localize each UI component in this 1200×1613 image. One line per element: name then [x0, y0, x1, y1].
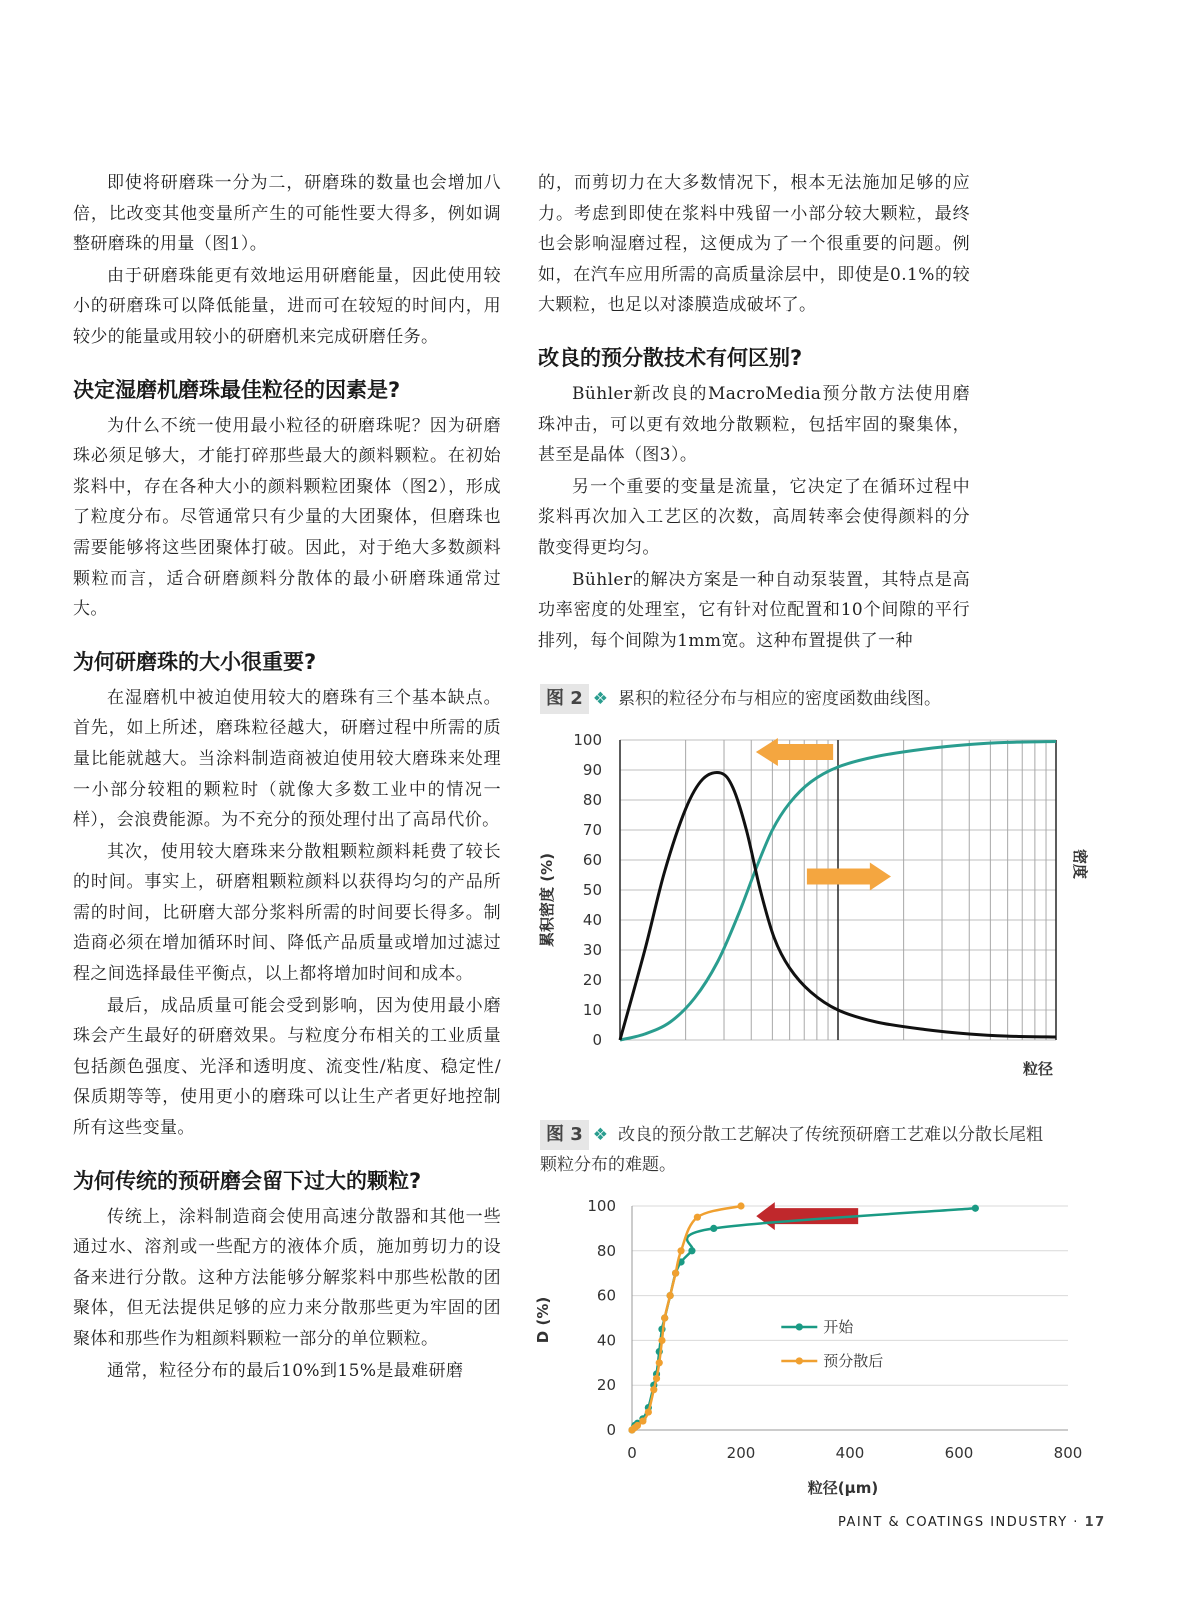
section-heading: 为何传统的预研磨会留下过大的颗粒?: [73, 1168, 422, 1193]
y-axis-label: 累积密度 (%): [538, 853, 556, 947]
x-tick-label: 600: [944, 1444, 974, 1462]
y-axis-right-label: 密度: [1071, 848, 1089, 880]
paragraph: 即使将研磨珠一分为二，研磨珠的数量也会增加八倍，比改变其他变量所产生的可能性要大得多，例如调整研磨珠的用量（图1）。: [73, 173, 501, 255]
section-heading: 为何研磨珠的大小很重要?: [73, 649, 317, 674]
y-tick-label: 40: [596, 1331, 616, 1350]
data-point: [694, 1214, 701, 1221]
y-tick-label: 50: [582, 881, 602, 899]
page-number: 17: [1084, 1515, 1106, 1530]
paragraph: 的，而剪切力在大多数情况下，根本无法施加足够的应力。考虑到即使在浆料中残留一小部分较大颗粒，最终也会影响湿磨过程，这便成为了一个很重要的问题。例如，在汽车应用所需的高质量涂层中，即使是0.1%的较大颗粒，也足以对漆膜造成破坏了。: [538, 173, 970, 316]
figure-3-chart: [530, 1190, 1100, 1505]
paragraph: 在湿磨机中被迫使用较大的磨珠有三个基本缺点。首先，如上所述，磨珠粒径越大，研磨过程中所需的质量比能就越大。当涂料制造商被迫使用较大磨珠来处理一小部分较粗的颗粒时（就像大多数工业中的情况一样），会浪费能源。为不充分的预处理付出了高昂代价。: [73, 687, 501, 831]
x-axis-label: 粒径(μm): [807, 1479, 879, 1497]
y-tick-label: 0: [592, 1031, 602, 1049]
chart-legend: [781, 1318, 883, 1370]
figure-2-caption-text: 累积的粒径分布与相应的密度函数曲线图。: [618, 689, 942, 709]
y-tick-label: 100: [587, 1197, 616, 1215]
page-footer: [838, 1515, 1106, 1530]
x-tick-label: 400: [835, 1444, 865, 1462]
paragraph: Bühler的解决方案是一种自动泵装置，其特点是高功率密度的处理室，它有针对位配置和10个间隙的平行排列，每个间隙为1mm宽。这种布置提供了一种: [538, 569, 970, 651]
paragraph: 其次，使用较大磨珠来分散粗颗粒颜料耗费了较长的时间。事实上，研磨粗颗粒颜料以获得均匀的产品所需的时间，比研磨大部分浆料所需的时间要长得多。制造商必须在增加循环时间、降低产品质量或增加过滤过程之间选择最佳平衡点，以上都将增加时间和成本。: [73, 841, 501, 985]
chart-arrows: [756, 738, 891, 891]
figure-3-caption: [540, 1120, 1100, 1180]
y-tick-label: 20: [596, 1376, 616, 1395]
arrow-right-icon: [807, 863, 891, 891]
x-tick-label: 0: [627, 1444, 637, 1462]
arrow-left-icon: [756, 738, 833, 766]
y-tick-label: 0: [606, 1421, 616, 1439]
figure-2-caption: [540, 684, 1100, 714]
footer-separator: ·: [1073, 1515, 1079, 1530]
legend-label: 开始: [823, 1317, 854, 1336]
y-axis-label: D (%): [534, 1296, 552, 1344]
paragraph: Bühler新改良的MacroMedia预分散方法使用磨珠冲击，可以更有效地分散颗粒，包括牢固的聚集体，甚至是晶体（图3）。: [538, 383, 970, 466]
y-tick-label: 60: [596, 1286, 616, 1305]
paragraph: 另一个重要的变量是流量，它决定了在循环过程中浆料再次加入工艺区的次数，高周转率会使得颜料的分散变得更均匀。: [538, 476, 970, 558]
chart-grid: [620, 740, 1056, 1040]
data-point: [737, 1202, 744, 1209]
data-point: [656, 1359, 663, 1366]
paragraph: 最后，成品质量可能会受到影响，因为使用最小磨珠会产生最好的研磨效果。与粒度分布相关的工业质量包括颜色强度、光泽和透明度、流变性/粘度、稳定性/保质期等等，使用更小的磨珠可以让生产者更好地控制所有这些变量。: [73, 995, 501, 1139]
data-point: [645, 1408, 652, 1415]
data-point: [650, 1386, 657, 1393]
figure-3-caption-line1: 改良的预分散工艺解决了传统预研磨工艺难以分散长尾粗: [618, 1125, 1044, 1145]
paragraph: 通常，粒径分布的最后10%到15%是最难研磨: [107, 1360, 464, 1381]
y-tick-label: 70: [582, 821, 602, 839]
x-tick-label: 800: [1053, 1444, 1083, 1462]
y-tick-label: 40: [582, 911, 602, 929]
paragraph: 由于研磨珠能更有效地运用研磨能量，因此使用较小的研磨珠可以降低能量，进而可在较短的时间内，用较少的能量或用较小的研磨机来完成研磨任务。: [73, 265, 501, 347]
paragraph: 传统上，涂料制造商会使用高速分散器和其他一些通过水、溶剂或一些配方的液体介质，施加剪切力的设备来进行分散。这种方法能够分解浆料中那些松散的团聚体，但无法提供足够的应力来分散那些更为牢固的团聚体和那些作为粗颜料颗粒一部分的单位颗粒。: [73, 1206, 501, 1349]
left-column: [73, 168, 501, 1387]
legend-label: 预分散后: [823, 1351, 884, 1370]
data-point: [688, 1247, 695, 1254]
legend-marker: [796, 1323, 803, 1330]
diamond-icon: ❖: [592, 1125, 609, 1145]
x-axis-label: 粒径: [1022, 1060, 1054, 1078]
y-tick-label: 90: [582, 761, 602, 779]
data-point: [667, 1292, 674, 1299]
data-point: [677, 1247, 684, 1254]
section-heading: 改良的预分散技术有何区别?: [538, 345, 803, 370]
legend-marker: [796, 1357, 803, 1364]
y-axis-ticks: [573, 731, 602, 1049]
y-tick-label: 80: [582, 791, 602, 809]
right-column: [538, 168, 970, 657]
chart-series: [628, 1202, 979, 1433]
data-point: [661, 1314, 668, 1321]
x-tick-label: 200: [726, 1444, 756, 1462]
y-tick-label: 80: [596, 1241, 616, 1260]
y-tick-label: 10: [582, 1001, 602, 1019]
data-point: [710, 1225, 717, 1232]
y-tick-label: 100: [573, 731, 602, 749]
y-tick-label: 30: [582, 941, 602, 959]
figure-2-chart: [530, 722, 1100, 1087]
paragraph: 为什么不统一使用最小粒径的研磨珠呢？因为研磨珠必须足够大，才能打碎那些最大的颜料颗粒。在初始浆料中，存在各种大小的颜料颗粒团聚体（图2），形成了粒度分布。尽管通常只有少量的大团聚体，但磨珠也需要能够将这些团聚体打破。因此，对于绝大多数颜料颗粒而言，适合研磨颜料分散体的最小研磨珠通常过大。: [73, 415, 501, 620]
data-point: [653, 1375, 660, 1382]
y-tick-label: 20: [582, 971, 602, 989]
figure-2-tag: 图 2: [540, 684, 589, 714]
journal-name: PAINT & COATINGS INDUSTRY: [838, 1515, 1068, 1530]
figure-3-tag: 图 3: [540, 1120, 589, 1150]
y-tick-label: 60: [582, 851, 602, 869]
data-point: [639, 1417, 646, 1424]
section-heading: 决定湿磨机磨珠最佳粒径的因素是?: [73, 377, 401, 402]
diamond-icon: ❖: [592, 689, 609, 709]
data-point: [972, 1205, 979, 1212]
data-point: [672, 1270, 679, 1277]
figure-3-caption-line2: 颗粒分布的难题。: [540, 1155, 676, 1175]
data-point: [658, 1337, 665, 1344]
